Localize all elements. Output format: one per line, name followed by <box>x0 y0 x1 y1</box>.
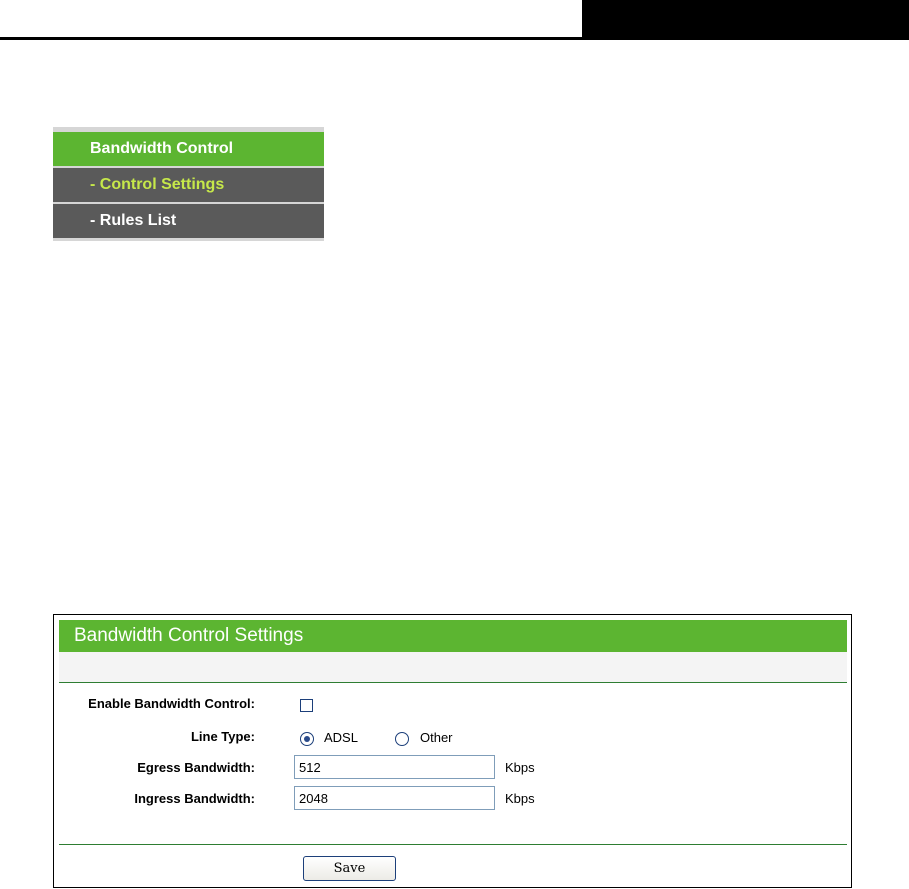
ingress-label: Ingress Bandwidth: <box>134 791 255 806</box>
divider-top <box>59 682 847 683</box>
save-button[interactable]: Save <box>303 856 396 881</box>
egress-label: Egress Bandwidth: <box>137 760 255 775</box>
ingress-unit: Kbps <box>505 791 535 806</box>
enable-bandwidth-checkbox[interactable] <box>300 699 313 712</box>
panel-subheader <box>59 652 847 682</box>
enable-label: Enable Bandwidth Control: <box>88 696 255 711</box>
ingress-bandwidth-input[interactable] <box>294 786 495 810</box>
document-header-block <box>582 0 909 40</box>
line-type-adsl-radio[interactable] <box>300 732 314 746</box>
bandwidth-menu <box>53 127 324 241</box>
panel-title: Bandwidth Control Settings <box>59 620 847 652</box>
divider-bottom <box>59 844 847 845</box>
egress-unit: Kbps <box>505 760 535 775</box>
bandwidth-settings-panel <box>53 614 852 888</box>
line-type-other-label: Other <box>420 730 453 745</box>
menu-item-rules-list[interactable]: - Rules List <box>53 204 324 238</box>
line-type-adsl-label: ADSL <box>324 730 358 745</box>
menu-item-control-settings[interactable]: - Control Settings <box>53 168 324 202</box>
menu-item-bandwidth-control[interactable]: Bandwidth Control <box>53 132 324 166</box>
egress-bandwidth-input[interactable] <box>294 755 495 779</box>
line-type-other-radio[interactable] <box>395 732 409 746</box>
line-type-label: Line Type: <box>190 729 255 744</box>
radio-selected-dot <box>304 736 310 742</box>
